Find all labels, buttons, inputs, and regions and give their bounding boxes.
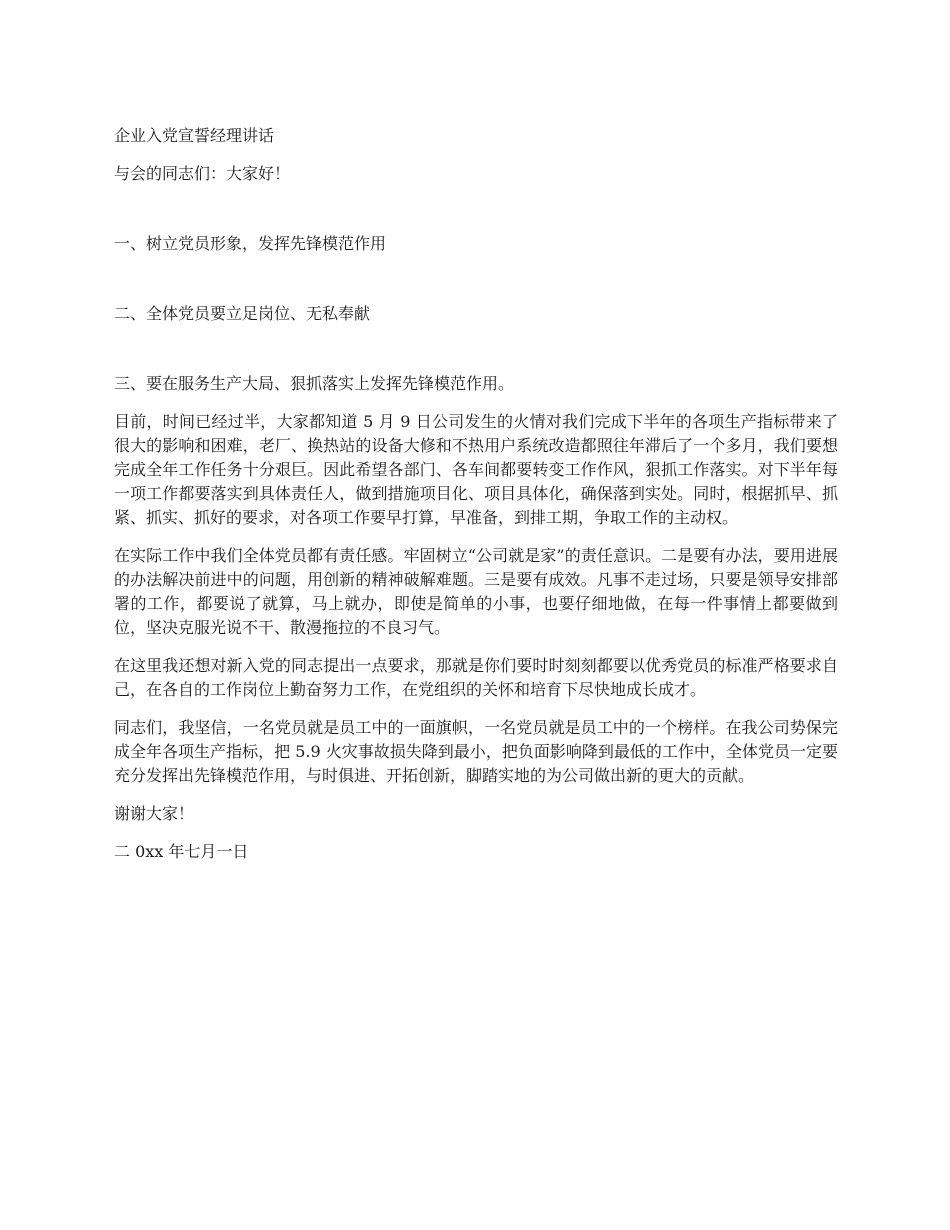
greeting: 与会的同志们：大家好！ <box>114 164 291 183</box>
heading-2: 二、全体党员要立足岗位、无私奉献 <box>114 304 371 323</box>
paragraph-3: 在这里我还想对新入党的同志提出一点要求，那就是你们要时时刻刻都要以优秀党员的标准严格要求自己，在各自的工作岗位上勤奋努力工作，在党组织的关怀和培育下尽快地成长成才。 <box>114 656 838 699</box>
heading-1: 一、树立党员形象，发挥先锋模范作用 <box>114 234 387 253</box>
paragraph-1: 目前，时间已经过半，大家都知道 5 月 9 日公司发生的火情对我们完成下半年的各项生产指标带来了很大的影响和困难，老厂、换热站的设备大修和不热用户系统改造都照往年滞后了一个多月，我们要想完成全年工作任务十分艰巨。因此希望各部门、各车间都要转变工作作风，狠抓工作落实。对下半年每一项工作都要落实到具体责任人，做到措施项目化、项目具体化，确保落到实处。同时，根据抓早、抓紧、抓实、抓好的要求，对各项工作要早打算，早准备，到排工期，争取工作的主动权。 <box>114 412 838 527</box>
heading-3: 三、要在服务生产大局、狠抓落实上发挥先锋模范作用。 <box>114 374 515 393</box>
document-date: 二 0xx 年七月一日 <box>114 842 249 861</box>
paragraph-4: 同志们，我坚信，一名党员就是员工中的一面旗帜，一名党员就是员工中的一个榜样。在我公司势保完成全年各项生产指标，把 5.9 火灾事故损失降到最小，把负面影响降到最低的工作中，全体党员一定要充分发挥出先锋模范作用，与时俱进、开拓创新，脚踏实地的为公司做出新的更大的贡献。 <box>114 718 838 785</box>
document-title: 企业入党宣誓经理讲话 <box>114 126 275 145</box>
document-body <box>114 124 838 864</box>
paragraph-2: 在实际工作中我们全体党员都有责任感。牢固树立“公司就是家”的责任意识。二是要有办法，要用进展的办法解决前进中的问题，用创新的精神破解难题。三是要有成效。凡事不走过场，只要是领导安排部署的工作，都要说了就算，马上就办，即使是简单的小事，也要仔细地做，在每一件事情上都要做到位，坚决克服光说不干、散漫拖拉的不良习气。 <box>114 546 838 637</box>
closing-remark: 谢谢大家！ <box>114 804 195 823</box>
